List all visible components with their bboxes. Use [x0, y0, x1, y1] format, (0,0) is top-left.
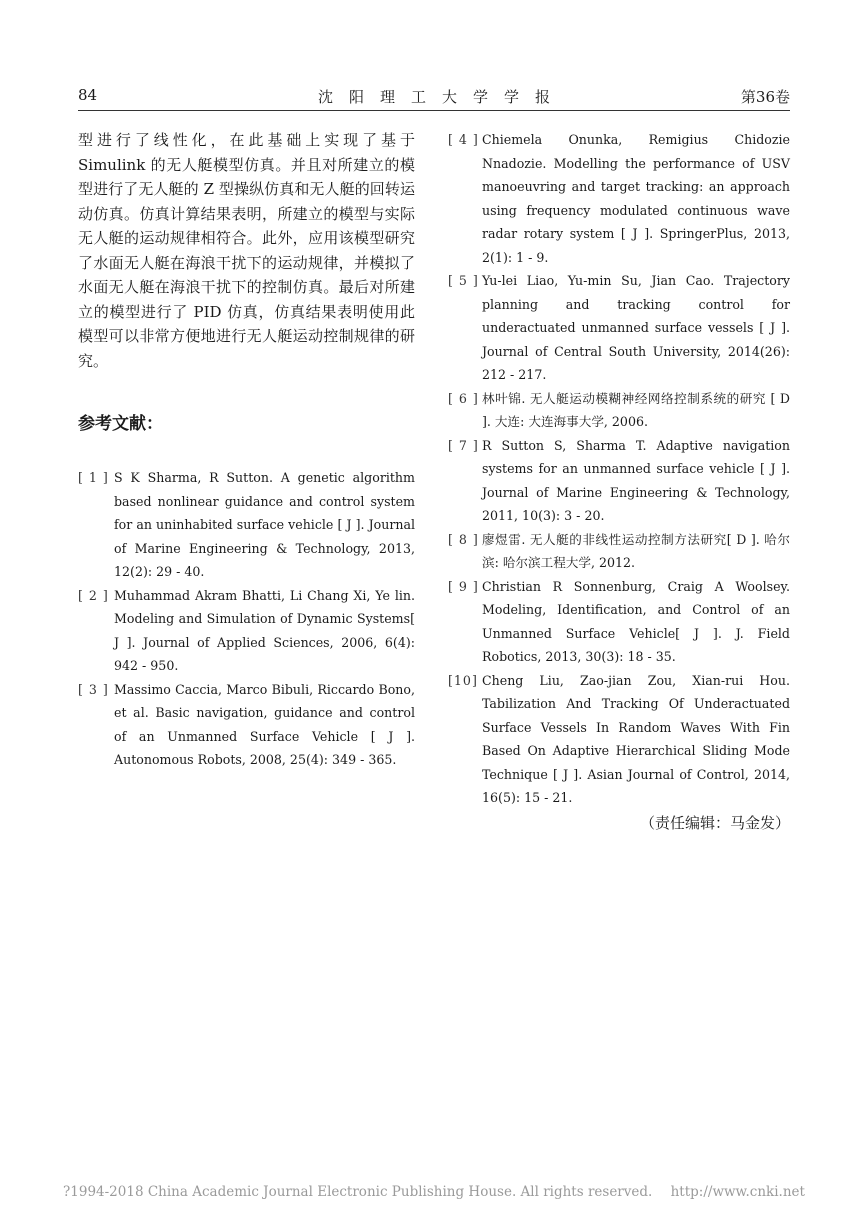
volume-label: 第36卷: [740, 88, 790, 106]
reference-text: R Sutton S, Sharma T. Adaptive navigation systems for an unmanned surface vehicle [ J ]. Journal of Marine Engineering & Technology, 2011, 10(3): 3 - 20.: [482, 437, 790, 523]
reference-item: [448, 269, 790, 387]
reference-item: [78, 466, 415, 584]
references-list-left: [78, 466, 415, 772]
reference-number: [10]: [448, 672, 478, 688]
reference-text: Christian R Sonnenburg, Craig A Woolsey. Modeling, Identification, and Control of an Unmanned Surface Vehicle[ J ]. J. Field Robotics, 2013, 30(3): 18 - 35.: [482, 578, 790, 664]
copyright-footer: [0, 1184, 868, 1200]
body-paragraph: 型进行了线性化，在此基础上实现了基于 Simulink 的无人艇模型仿真。并且对所建立的模型进行了无人艇的 Z 型操纵仿真和无人艇的回转运动仿真。仿真计算结果表明，所建立的模型与实际无人艇的运动规律相符合。此外，应用该模型研究了水面无人艇在海浪干扰下的运动规律，并模拟了水面无人艇在海浪干扰下的控制仿真。最后对所建立的模型进行了 PID 仿真，仿真结果表明使用此模型可以非常方便地进行无人艇运动控制规律的研究。: [78, 131, 415, 370]
page-header: [78, 86, 790, 108]
reference-number: [ 5 ]: [448, 273, 479, 288]
reference-text: Chiemela Onunka, Remigius Chidozie Nnadozie. Modelling the performance of USV manoeuvring and target tracking: an approach using frequency modulated continuous wave radar rotary system [ J ]. SpringerPlus, 2013, 2(1): 1 - 9.: [482, 132, 790, 265]
reference-text: 林叶锦. 无人艇运动模糊神经网络控制系统的研究 [ D ]. 大连: 大连海事大学, 2006.: [482, 390, 790, 429]
cnki-link[interactable]: http://www.cnki.net: [670, 1184, 805, 1200]
reference-text: 廖煜雷. 无人艇的非线性运动控制方法研究[ D ]. 哈尔滨: 哈尔滨工程大学, 2012.: [482, 531, 790, 570]
journal-title: 沈阳理工大学学报: [317, 88, 566, 106]
reference-text: S K Sharma, R Sutton. A genetic algorithm based nonlinear guidance and control system for an uninhabited surface vehicle [ J ]. Journal of Marine Engineering & Technology, 2013, 12(2): 29 - 40.: [114, 470, 415, 579]
reference-text: Massimo Caccia, Marco Bibuli, Riccardo Bono, et al. Basic navigation, guidance and control of an Unmanned Surface Vehicle [ J ]. Autonomous Robots, 2008, 25(4): 349 - 365.: [114, 681, 415, 767]
reference-number: [ 2 ]: [78, 587, 109, 603]
editor-note: （责任编辑：马金发）: [639, 813, 790, 832]
reference-number: [ 6 ]: [448, 390, 479, 406]
header-rule: [78, 110, 790, 111]
reference-text: Muhammad Akram Bhatti, Li Chang Xi, Ye lin. Modeling and Simulation of Dynamic Systems[ J ]. Journal of Applied Sciences, 2006, 6(4): 942 - 950.: [114, 587, 415, 673]
reference-text: Cheng Liu, Zao-jian Zou, Xian-rui Hou. Tabilization And Tracking Of Underactuated Surface Vessels In Random Waves With Fin Based On Adaptive Hierarchical Sliding Mode Technique [ J ]. Asian Journal of Control, 2014, 16(5): 15 - 21.: [482, 672, 790, 805]
copyright-text: ?1994-2018 China Academic Journal Electronic Publishing House. All rights reserved.: [63, 1184, 653, 1200]
page-number: 84: [78, 86, 98, 104]
right-column: [448, 128, 790, 833]
reference-number: [ 1 ]: [78, 470, 109, 485]
reference-item: [448, 434, 790, 528]
reference-number: [ 4 ]: [448, 132, 479, 147]
reference-item: [78, 678, 415, 772]
reference-number: [ 3 ]: [78, 681, 109, 697]
references-list-right: [448, 128, 790, 810]
reference-item: [78, 584, 415, 678]
left-column: [78, 128, 415, 772]
reference-item: [448, 528, 790, 575]
reference-item: [448, 669, 790, 810]
reference-text: Yu-lei Liao, Yu-min Su, Jian Cao. Trajectory planning and tracking control for underactuated unmanned surface vessels [ J ]. Journal of Central South University, 2014(26): 212 - 217.: [482, 273, 790, 382]
reference-number: [ 7 ]: [448, 437, 479, 453]
reference-number: [ 8 ]: [448, 531, 479, 547]
references-title: 参考文献：: [78, 414, 163, 434]
reference-number: [ 9 ]: [448, 578, 479, 594]
reference-item: [448, 575, 790, 669]
reference-item: [448, 387, 790, 434]
reference-item: [448, 128, 790, 269]
